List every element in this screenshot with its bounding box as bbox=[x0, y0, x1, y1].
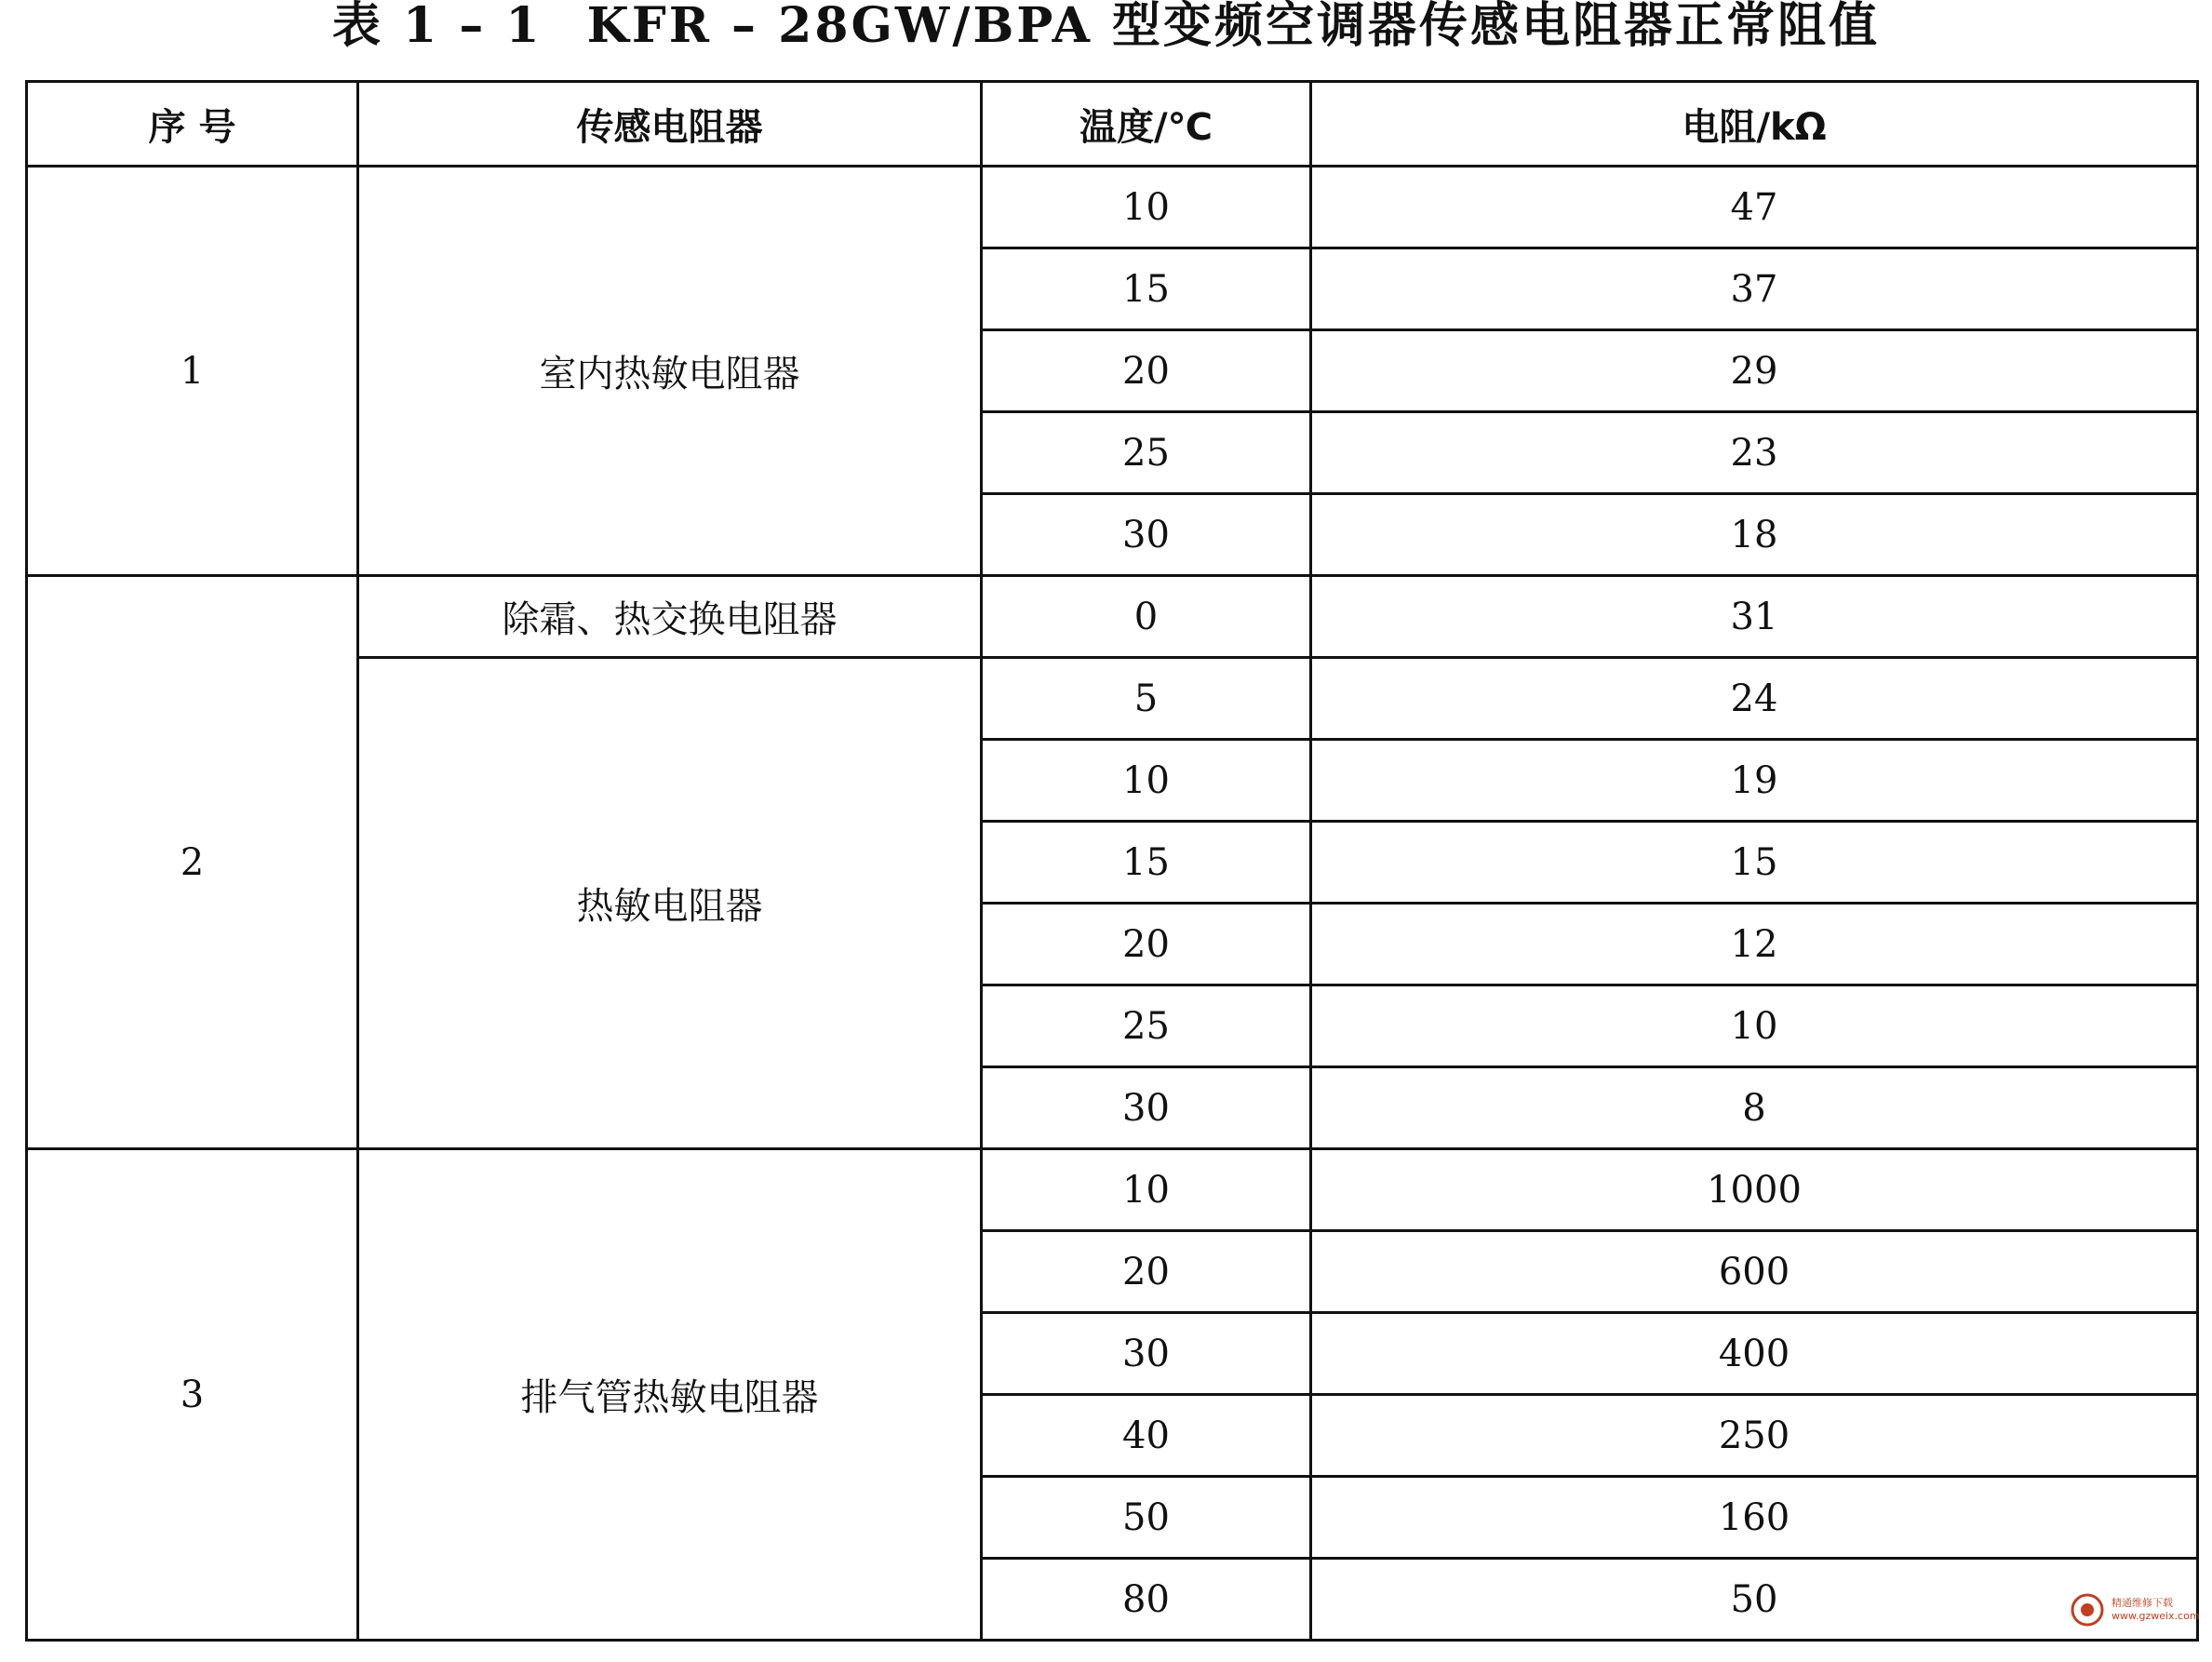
header-row bbox=[27, 82, 2198, 167]
header-resistance: 电阻/kΩ bbox=[1311, 82, 2198, 167]
temperature-cell: 10 bbox=[982, 740, 1311, 822]
table-row bbox=[27, 167, 2198, 248]
temperature-cell: 50 bbox=[982, 1477, 1311, 1559]
resistance-cell: 24 bbox=[1311, 658, 2198, 740]
resistance-cell: 250 bbox=[1311, 1395, 2198, 1477]
temperature-cell: 5 bbox=[982, 658, 1311, 740]
resistance-cell: 600 bbox=[1311, 1231, 2198, 1313]
resistance-cell: 8 bbox=[1311, 1067, 2198, 1149]
temperature-cell: 15 bbox=[982, 822, 1311, 904]
temperature-cell: 25 bbox=[982, 985, 1311, 1067]
watermark-url: www.gzweix.com bbox=[2111, 1610, 2200, 1622]
temperature-cell: 10 bbox=[982, 1149, 1311, 1231]
header-temperature: 温度/℃ bbox=[982, 82, 1311, 167]
resistance-cell: 18 bbox=[1311, 494, 2198, 576]
temperature-cell: 20 bbox=[982, 1231, 1311, 1313]
resistance-cell: 1000 bbox=[1311, 1149, 2198, 1231]
resistance-cell: 160 bbox=[1311, 1477, 2198, 1559]
temperature-cell: 15 bbox=[982, 248, 1311, 330]
sensor-name: 排气管热敏电阻器 bbox=[358, 1149, 982, 1641]
temperature-cell: 20 bbox=[982, 330, 1311, 412]
temperature-cell: 30 bbox=[982, 1313, 1311, 1395]
sensor-name: 室内热敏电阻器 bbox=[358, 167, 982, 576]
group-number: 1 bbox=[27, 167, 358, 576]
sensor-name: 除霜、热交换电阻器 bbox=[358, 576, 982, 658]
resistance-cell: 10 bbox=[1311, 985, 2198, 1067]
resistance-cell: 29 bbox=[1311, 330, 2198, 412]
watermark-text: 精通维修下载 bbox=[2111, 1597, 2173, 1609]
resistance-cell: 50 bbox=[1311, 1559, 2198, 1641]
table-title bbox=[0, 0, 2212, 71]
temperature-cell: 40 bbox=[982, 1395, 1311, 1477]
resistance-cell: 23 bbox=[1311, 412, 2198, 494]
resistance-cell: 400 bbox=[1311, 1313, 2198, 1395]
resistance-cell: 19 bbox=[1311, 740, 2198, 822]
resistance-cell: 12 bbox=[1311, 904, 2198, 985]
header-sensor: 传感电阻器 bbox=[358, 82, 982, 167]
resistance-cell: 37 bbox=[1311, 248, 2198, 330]
temperature-cell: 30 bbox=[982, 1067, 1311, 1149]
eye-logo-icon bbox=[2069, 1591, 2106, 1628]
table-row bbox=[27, 1149, 2198, 1231]
resistance-cell: 31 bbox=[1311, 576, 2198, 658]
resistance-cell: 15 bbox=[1311, 822, 2198, 904]
temperature-cell: 30 bbox=[982, 494, 1311, 576]
temperature-cell: 20 bbox=[982, 904, 1311, 985]
sensor-resistance-table bbox=[25, 80, 2199, 1642]
temperature-cell: 10 bbox=[982, 167, 1311, 248]
resistance-cell: 47 bbox=[1311, 167, 2198, 248]
table-container bbox=[25, 80, 2196, 1662]
header-no: 序 号 bbox=[27, 82, 358, 167]
table-caption: KFR – 28GW/BPA 型变频空调器传感电阻器正常阻值 bbox=[586, 0, 1881, 54]
table-row bbox=[27, 576, 2198, 658]
watermark-logo bbox=[2069, 1586, 2208, 1634]
temperature-cell: 25 bbox=[982, 412, 1311, 494]
group-number: 3 bbox=[27, 1149, 358, 1641]
temperature-cell: 0 bbox=[982, 576, 1311, 658]
group-number: 2 bbox=[27, 576, 358, 1149]
sensor-name: 热敏电阻器 bbox=[358, 658, 982, 1149]
table-number: 表 1 – 1 bbox=[331, 0, 543, 54]
temperature-cell: 80 bbox=[982, 1559, 1311, 1641]
